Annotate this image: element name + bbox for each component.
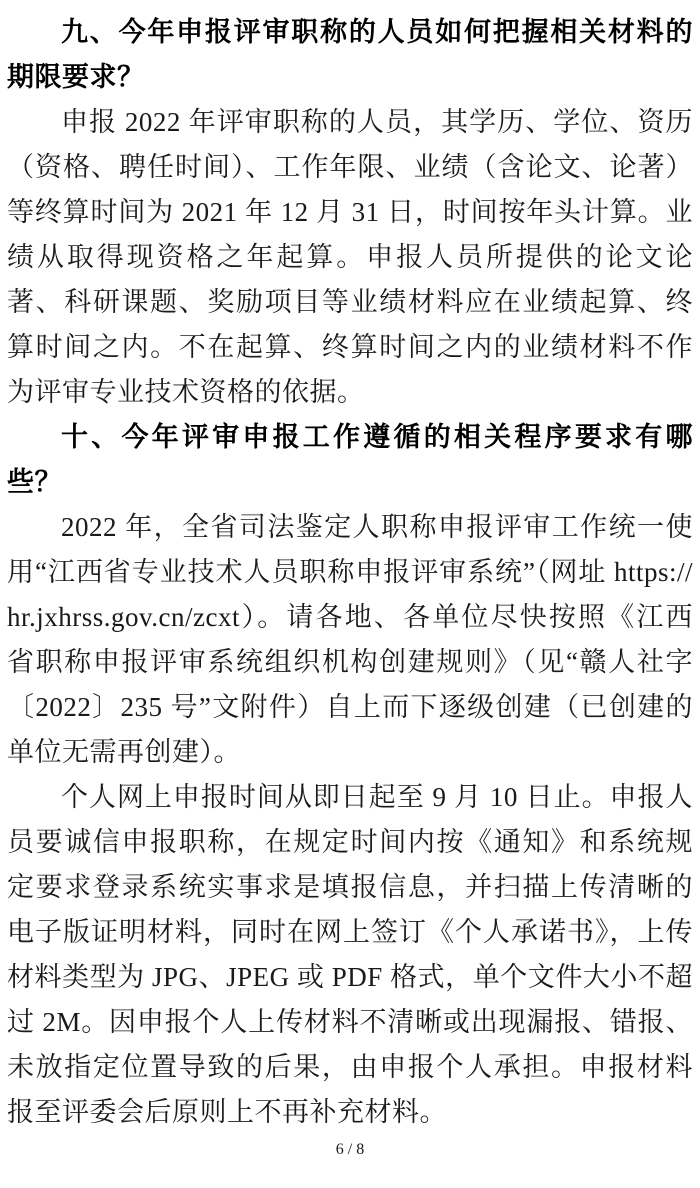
question-heading-9: 九、今年申报评审职称的人员如何把握相关材料的期限要求？: [7, 17, 693, 92]
answer-paragraph-10-system: 2022 年，全省司法鉴定人职称申报评审工作统一使用“江西省专业技术人员职称申报评审系统”（网址 https://hr.jxhrss.gov.cn/zcxt）。请各地、各单位尽快按照《江西省职称申报评审系统组织机构创建规则》（见“赣人社字〔2022〕235 号”文附件）自上而下逐级创建（已创建的单位无需再创建）。: [7, 512, 693, 767]
answer-paragraph-9: 申报 2022 年评审职称的人员，其学历、学位、资历（资格、聘任时间）、工作年限、业绩（含论文、论著）等终算时间为 2021 年 12 月 31 日，时间按年头计算。业绩从取得现资格之年起算。申报人员所提供的论文论著、科研课题、奖励项目等业绩材料应在业绩起算、终算时间之内。不在起算、终算时间之内的业绩材料不作为评审专业技术资格的依据。: [7, 107, 693, 407]
question-heading-10: 十、今年评审申报工作遵循的相关程序要求有哪些？: [7, 422, 693, 497]
answer-paragraph-10-deadline: 个人网上申报时间从即日起至 9 月 10 日止。申报人员要诚信申报职称，在规定时间内按《通知》和系统规定要求登录系统实事求是填报信息，并扫描上传清晰的电子版证明材料，同时在网上签订《个人承诺书》，上传材料类型为 JPG、JPEG 或 PDF 格式，单个文件大小不超过 2M。因申报个人上传材料不清晰或出现漏报、错报、未放指定位置导致的后果，由申报个人承担。申报材料报至评委会后原则上不再补充材料。: [7, 782, 693, 1127]
page-number: 6 / 8: [335, 1141, 365, 1158]
document-content: [7, 10, 693, 1135]
